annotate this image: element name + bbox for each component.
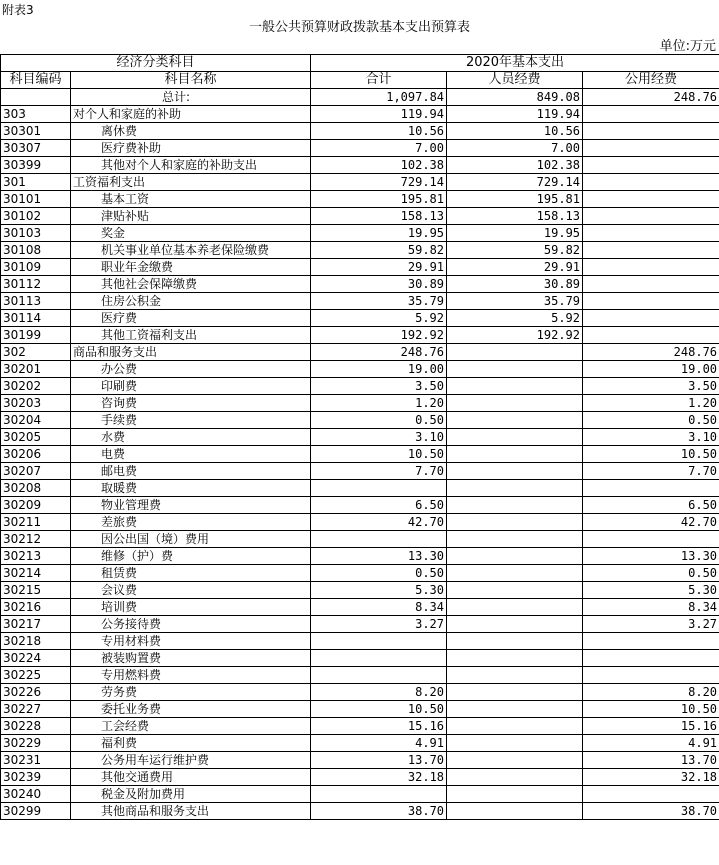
row-public: 13.30 xyxy=(583,548,719,565)
row-personnel xyxy=(447,514,583,531)
row-public xyxy=(583,650,719,667)
row-total: 42.70 xyxy=(311,514,447,531)
row-code: 30199 xyxy=(1,327,71,344)
row-public: 10.50 xyxy=(583,701,719,718)
row-code: 30215 xyxy=(1,582,71,599)
row-name: 电费 xyxy=(71,446,311,463)
row-name: 工资福利支出 xyxy=(71,174,311,191)
row-code: 30101 xyxy=(1,191,71,208)
row-code: 30113 xyxy=(1,293,71,310)
header-code: 科目编码 xyxy=(1,72,71,89)
row-total: 35.79 xyxy=(311,293,447,310)
row-code: 30205 xyxy=(1,429,71,446)
table-row xyxy=(1,378,719,395)
row-name: 医疗费补助 xyxy=(71,140,311,157)
row-total: 4.91 xyxy=(311,735,447,752)
row-public xyxy=(583,106,719,123)
row-name: 其他工资福利支出 xyxy=(71,327,311,344)
row-personnel xyxy=(447,531,583,548)
table-row xyxy=(1,752,719,769)
row-name: 奖金 xyxy=(71,225,311,242)
row-personnel: 7.00 xyxy=(447,140,583,157)
row-public: 3.10 xyxy=(583,429,719,446)
table-row xyxy=(1,259,719,276)
row-personnel xyxy=(447,344,583,361)
table-row xyxy=(1,293,719,310)
row-code: 30208 xyxy=(1,480,71,497)
table-row xyxy=(1,480,719,497)
row-total: 19.95 xyxy=(311,225,447,242)
row-personnel xyxy=(447,480,583,497)
table-row xyxy=(1,174,719,191)
row-code: 30227 xyxy=(1,701,71,718)
row-code: 30301 xyxy=(1,123,71,140)
row-total xyxy=(311,633,447,650)
row-name: 办公费 xyxy=(71,361,311,378)
table-row xyxy=(1,123,719,140)
row-public: 0.50 xyxy=(583,412,719,429)
row-public xyxy=(583,157,719,174)
row-name: 专用材料费 xyxy=(71,633,311,650)
row-code: 30399 xyxy=(1,157,71,174)
row-total: 8.34 xyxy=(311,599,447,616)
attachment-label: 附表3 xyxy=(2,3,34,17)
table-row xyxy=(1,412,719,429)
row-code: 30307 xyxy=(1,140,71,157)
row-public: 38.70 xyxy=(583,803,719,820)
row-public xyxy=(583,531,719,548)
row-personnel xyxy=(447,684,583,701)
table-row xyxy=(1,395,719,412)
row-code: 30204 xyxy=(1,412,71,429)
row-total: 10.50 xyxy=(311,701,447,718)
row-total: 0.50 xyxy=(311,412,447,429)
table-row xyxy=(1,310,719,327)
header-personnel: 人员经费 xyxy=(447,72,583,89)
row-public xyxy=(583,123,719,140)
unit-label: 单位:万元 xyxy=(659,39,716,54)
row-name: 其他社会保障缴费 xyxy=(71,276,311,293)
row-code: 30211 xyxy=(1,514,71,531)
row-code: 30203 xyxy=(1,395,71,412)
row-public: 3.27 xyxy=(583,616,719,633)
row-name: 取暖费 xyxy=(71,480,311,497)
row-total xyxy=(311,531,447,548)
table-row xyxy=(1,242,719,259)
table-row xyxy=(1,191,719,208)
row-name: 委托业务费 xyxy=(71,701,311,718)
table-row xyxy=(1,446,719,463)
row-name: 租赁费 xyxy=(71,565,311,582)
row-personnel: 192.92 xyxy=(447,327,583,344)
row-personnel xyxy=(447,752,583,769)
row-total: 248.76 xyxy=(311,344,447,361)
row-public: 42.70 xyxy=(583,514,719,531)
header-row-group xyxy=(1,55,719,72)
row-code: 30214 xyxy=(1,565,71,582)
row-public xyxy=(583,259,719,276)
row-public xyxy=(583,140,719,157)
table-row xyxy=(1,208,719,225)
row-personnel: 158.13 xyxy=(447,208,583,225)
row-personnel xyxy=(447,599,583,616)
row-code: 30216 xyxy=(1,599,71,616)
row-total: 119.94 xyxy=(311,106,447,123)
row-total: 15.16 xyxy=(311,718,447,735)
row-public xyxy=(583,276,719,293)
row-name: 印刷费 xyxy=(71,378,311,395)
row-name: 工会经费 xyxy=(71,718,311,735)
row-public: 4.91 xyxy=(583,735,719,752)
row-public xyxy=(583,327,719,344)
row-total: 192.92 xyxy=(311,327,447,344)
row-public xyxy=(583,633,719,650)
table-row xyxy=(1,157,719,174)
row-personnel xyxy=(447,701,583,718)
row-public: 0.50 xyxy=(583,565,719,582)
table-row xyxy=(1,429,719,446)
table-row xyxy=(1,327,719,344)
row-public xyxy=(583,191,719,208)
row-total xyxy=(311,786,447,803)
row-code: 30103 xyxy=(1,225,71,242)
row-public: 8.34 xyxy=(583,599,719,616)
row-name: 税金及附加费用 xyxy=(71,786,311,803)
row-total xyxy=(311,480,447,497)
row-code: 30225 xyxy=(1,667,71,684)
row-code: 30112 xyxy=(1,276,71,293)
row-total: 6.50 xyxy=(311,497,447,514)
row-personnel xyxy=(447,565,583,582)
row-personnel xyxy=(447,633,583,650)
row-code: 30102 xyxy=(1,208,71,225)
row-public: 1.20 xyxy=(583,395,719,412)
header-total: 合计 xyxy=(311,72,447,89)
row-total: 19.00 xyxy=(311,361,447,378)
row-code: 30202 xyxy=(1,378,71,395)
row-public xyxy=(583,786,719,803)
row-personnel xyxy=(447,429,583,446)
row-code: 30109 xyxy=(1,259,71,276)
row-code: 30228 xyxy=(1,718,71,735)
row-personnel: 29.91 xyxy=(447,259,583,276)
row-public: 5.30 xyxy=(583,582,719,599)
row-total: 29.91 xyxy=(311,259,447,276)
row-code: 302 xyxy=(1,344,71,361)
row-name: 差旅费 xyxy=(71,514,311,531)
row-name: 其他交通费用 xyxy=(71,769,311,786)
row-public: 248.76 xyxy=(583,344,719,361)
row-name: 手续费 xyxy=(71,412,311,429)
row-name: 商品和服务支出 xyxy=(71,344,311,361)
table-row xyxy=(1,225,719,242)
row-code: 30207 xyxy=(1,463,71,480)
row-public xyxy=(583,667,719,684)
row-public xyxy=(583,480,719,497)
row-public: 15.16 xyxy=(583,718,719,735)
row-name: 邮电费 xyxy=(71,463,311,480)
row-public xyxy=(583,242,719,259)
row-personnel xyxy=(447,786,583,803)
row-code: 30240 xyxy=(1,786,71,803)
row-code: 30229 xyxy=(1,735,71,752)
table-row xyxy=(1,650,719,667)
row-personnel: 5.92 xyxy=(447,310,583,327)
table-row xyxy=(1,633,719,650)
row-total: 5.30 xyxy=(311,582,447,599)
header-basic-expenditure-2020: 2020年基本支出 xyxy=(311,55,719,72)
table-row xyxy=(1,276,719,293)
row-code: 30218 xyxy=(1,633,71,650)
row-name: 对个人和家庭的补助 xyxy=(71,106,311,123)
table-row xyxy=(1,684,719,701)
row-total: 13.30 xyxy=(311,548,447,565)
row-personnel: 30.89 xyxy=(447,276,583,293)
row-personnel xyxy=(447,361,583,378)
row-total: 13.70 xyxy=(311,752,447,769)
row-name: 津贴补贴 xyxy=(71,208,311,225)
row-total: 8.20 xyxy=(311,684,447,701)
row-personnel xyxy=(447,582,583,599)
row-name: 职业年金缴费 xyxy=(71,259,311,276)
row-code: 30226 xyxy=(1,684,71,701)
row-name: 咨询费 xyxy=(71,395,311,412)
table-row xyxy=(1,140,719,157)
row-name: 机关事业单位基本养老保险缴费 xyxy=(71,242,311,259)
total-amount: 1,097.84 xyxy=(311,89,447,106)
row-total: 38.70 xyxy=(311,803,447,820)
row-code: 30206 xyxy=(1,446,71,463)
row-code: 30212 xyxy=(1,531,71,548)
total-personnel: 849.08 xyxy=(447,89,583,106)
row-code: 303 xyxy=(1,106,71,123)
row-personnel: 102.38 xyxy=(447,157,583,174)
table-row xyxy=(1,582,719,599)
row-personnel xyxy=(447,446,583,463)
table-row xyxy=(1,565,719,582)
row-total: 32.18 xyxy=(311,769,447,786)
row-personnel xyxy=(447,497,583,514)
row-personnel: 10.56 xyxy=(447,123,583,140)
row-public: 32.18 xyxy=(583,769,719,786)
row-total xyxy=(311,650,447,667)
row-total: 158.13 xyxy=(311,208,447,225)
row-name: 物业管理费 xyxy=(71,497,311,514)
row-public xyxy=(583,310,719,327)
row-personnel xyxy=(447,463,583,480)
row-code: 30299 xyxy=(1,803,71,820)
row-name: 其他商品和服务支出 xyxy=(71,803,311,820)
table-row xyxy=(1,361,719,378)
table-row xyxy=(1,803,719,820)
row-public: 13.70 xyxy=(583,752,719,769)
row-public: 6.50 xyxy=(583,497,719,514)
row-public xyxy=(583,174,719,191)
row-public xyxy=(583,225,719,242)
row-public xyxy=(583,293,719,310)
row-name: 基本工资 xyxy=(71,191,311,208)
row-total: 10.56 xyxy=(311,123,447,140)
total-public: 248.76 xyxy=(583,89,719,106)
row-total: 3.50 xyxy=(311,378,447,395)
table-row xyxy=(1,106,719,123)
total-code-cell xyxy=(1,89,71,106)
row-public: 10.50 xyxy=(583,446,719,463)
row-total: 729.14 xyxy=(311,174,447,191)
header-public: 公用经费 xyxy=(583,72,719,89)
table-row xyxy=(1,344,719,361)
page-title: 一般公共预算财政拨款基本支出预算表 xyxy=(248,20,470,35)
table-row xyxy=(1,531,719,548)
table-row xyxy=(1,735,719,752)
row-total: 3.10 xyxy=(311,429,447,446)
table-row xyxy=(1,514,719,531)
table-row xyxy=(1,769,719,786)
row-total xyxy=(311,667,447,684)
row-code: 30231 xyxy=(1,752,71,769)
row-personnel xyxy=(447,378,583,395)
row-personnel: 119.94 xyxy=(447,106,583,123)
budget-table xyxy=(0,54,719,820)
table-row xyxy=(1,718,719,735)
row-total: 30.89 xyxy=(311,276,447,293)
row-personnel: 59.82 xyxy=(447,242,583,259)
row-name: 公务接待费 xyxy=(71,616,311,633)
row-name: 其他对个人和家庭的补助支出 xyxy=(71,157,311,174)
row-public: 8.20 xyxy=(583,684,719,701)
row-personnel xyxy=(447,616,583,633)
row-name: 公务用车运行维护费 xyxy=(71,752,311,769)
row-code: 30224 xyxy=(1,650,71,667)
table-row xyxy=(1,599,719,616)
row-personnel xyxy=(447,412,583,429)
row-name: 水费 xyxy=(71,429,311,446)
row-code: 30213 xyxy=(1,548,71,565)
table-row xyxy=(1,786,719,803)
row-personnel xyxy=(447,650,583,667)
row-name: 福利费 xyxy=(71,735,311,752)
row-name: 劳务费 xyxy=(71,684,311,701)
row-name: 专用燃料费 xyxy=(71,667,311,684)
row-personnel xyxy=(447,803,583,820)
row-total: 1.20 xyxy=(311,395,447,412)
table-row xyxy=(1,701,719,718)
total-label: 总计: xyxy=(71,89,311,106)
row-personnel xyxy=(447,718,583,735)
row-name: 医疗费 xyxy=(71,310,311,327)
table-row xyxy=(1,463,719,480)
row-personnel: 19.95 xyxy=(447,225,583,242)
row-code: 30108 xyxy=(1,242,71,259)
row-personnel xyxy=(447,735,583,752)
row-personnel: 729.14 xyxy=(447,174,583,191)
total-row xyxy=(1,89,719,106)
row-name: 因公出国（境）费用 xyxy=(71,531,311,548)
row-public: 19.00 xyxy=(583,361,719,378)
row-code: 30201 xyxy=(1,361,71,378)
row-public: 7.70 xyxy=(583,463,719,480)
row-name: 离休费 xyxy=(71,123,311,140)
row-personnel xyxy=(447,769,583,786)
row-total: 7.70 xyxy=(311,463,447,480)
row-public: 3.50 xyxy=(583,378,719,395)
row-total: 59.82 xyxy=(311,242,447,259)
table-row xyxy=(1,548,719,565)
row-name: 培训费 xyxy=(71,599,311,616)
row-code: 30217 xyxy=(1,616,71,633)
row-name: 被装购置费 xyxy=(71,650,311,667)
row-public xyxy=(583,208,719,225)
row-personnel xyxy=(447,667,583,684)
header-name: 科目名称 xyxy=(71,72,311,89)
table-row xyxy=(1,667,719,684)
row-total: 102.38 xyxy=(311,157,447,174)
header-row-columns xyxy=(1,72,719,89)
row-total: 5.92 xyxy=(311,310,447,327)
row-code: 301 xyxy=(1,174,71,191)
row-total: 195.81 xyxy=(311,191,447,208)
row-total: 3.27 xyxy=(311,616,447,633)
row-name: 住房公积金 xyxy=(71,293,311,310)
row-personnel xyxy=(447,548,583,565)
row-total: 0.50 xyxy=(311,565,447,582)
row-name: 维修（护）费 xyxy=(71,548,311,565)
row-code: 30209 xyxy=(1,497,71,514)
row-total: 7.00 xyxy=(311,140,447,157)
header-economic-classification: 经济分类科目 xyxy=(1,55,311,72)
table-row xyxy=(1,616,719,633)
row-total: 10.50 xyxy=(311,446,447,463)
row-code: 30114 xyxy=(1,310,71,327)
row-personnel: 195.81 xyxy=(447,191,583,208)
row-personnel: 35.79 xyxy=(447,293,583,310)
table-row xyxy=(1,497,719,514)
row-code: 30239 xyxy=(1,769,71,786)
row-personnel xyxy=(447,395,583,412)
row-name: 会议费 xyxy=(71,582,311,599)
